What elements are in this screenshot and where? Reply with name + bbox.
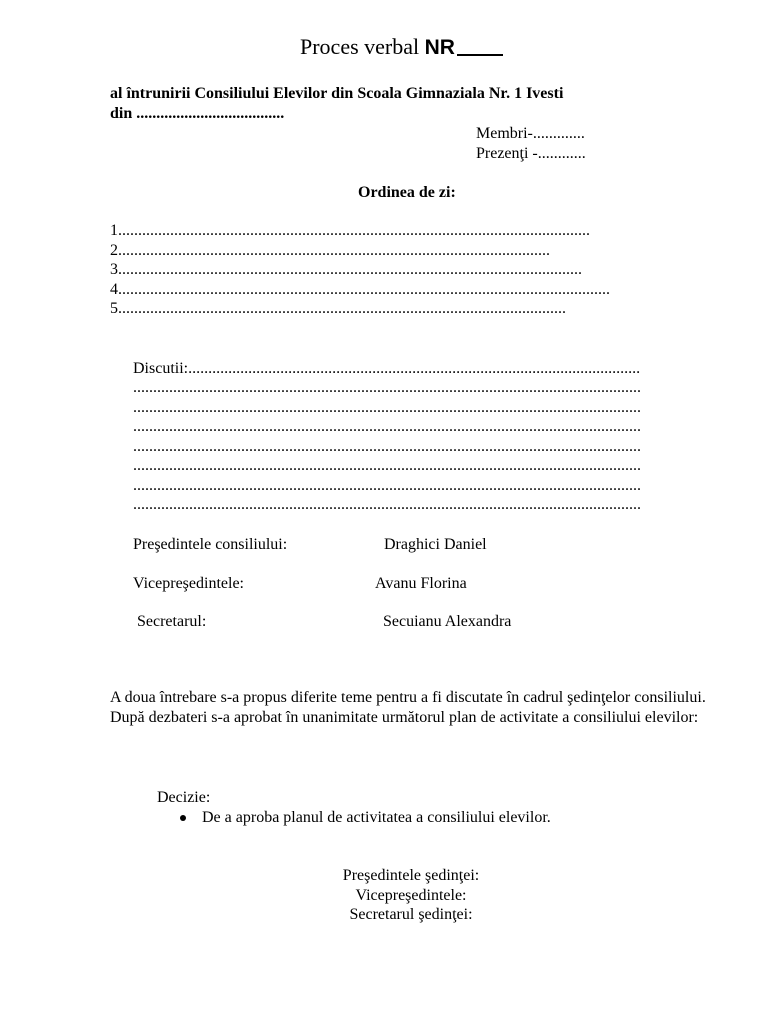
discussion-line: ............................................................................................................................... — [133, 399, 641, 416]
officer-role-vice: Vicepreşedintele: — [133, 575, 244, 592]
signature-president: Preşedintele şedinţei: — [342, 867, 480, 884]
decision-paragraph: A doua întrebare s-a propus diferite teme pentru a fi discutate în cadrul şedinţelor consiliului. După dezbateri s-a aprobat în unanimitate următorul plan de activitate a consiliului elevilor: — [110, 689, 706, 726]
officer-name-vice: Avanu Florina — [375, 575, 467, 592]
intro-line-2: din ..................................... — [110, 105, 285, 122]
signature-vice: Vicepreşedintele: — [355, 887, 467, 904]
discussion-line: ............................................................................................................................... — [133, 496, 641, 513]
agenda-item: 1...................................................................................................................... — [110, 222, 590, 239]
officer-name-secretary: Secuianu Alexandra — [383, 613, 512, 630]
members-count: Membri-............. — [476, 125, 585, 142]
discussion-first-line: Discutii:................................................................................................................. — [133, 360, 641, 377]
signature-secretary: Secretarul şedinţei: — [349, 906, 473, 923]
officer-role-president: Preşedintele consiliului: — [133, 536, 288, 553]
discussion-line: ............................................................................................................................... — [133, 418, 641, 435]
title-text: Proces verbal — [300, 34, 420, 59]
bullet-icon — [180, 808, 192, 828]
discussion-line: ............................................................................................................................... — [133, 457, 641, 474]
discussion-line: ............................................................................................................................... — [133, 477, 641, 494]
officer-name-president: Draghici Daniel — [384, 536, 487, 553]
intro-line-1: al întrunirii Consiliului Elevilor din Scoala Gimnaziala Nr. 1 Ivesti — [110, 85, 564, 102]
agenda-item: 3.................................................................................................................... — [110, 261, 582, 278]
decision-label: Decizie: — [157, 789, 211, 806]
decision-item: De a aproba planul de activitatea a consiliului elevilor. — [202, 809, 551, 826]
title-nr-label: NR — [424, 36, 455, 59]
document-title — [300, 33, 503, 62]
agenda-heading: Ordinea de zi: — [358, 184, 456, 201]
agenda-item: 4........................................................................................................................... — [110, 281, 610, 298]
present-count: Prezenţi -............ — [476, 145, 586, 162]
discussion-line: ............................................................................................................................... — [133, 379, 641, 396]
agenda-item: 5................................................................................................................ — [110, 300, 566, 317]
agenda-item: 2............................................................................................................ — [110, 242, 550, 259]
discussion-line: ............................................................................................................................... — [133, 438, 641, 455]
nr-blank-line — [457, 54, 503, 56]
officer-role-secretary: Secretarul: — [137, 613, 207, 630]
